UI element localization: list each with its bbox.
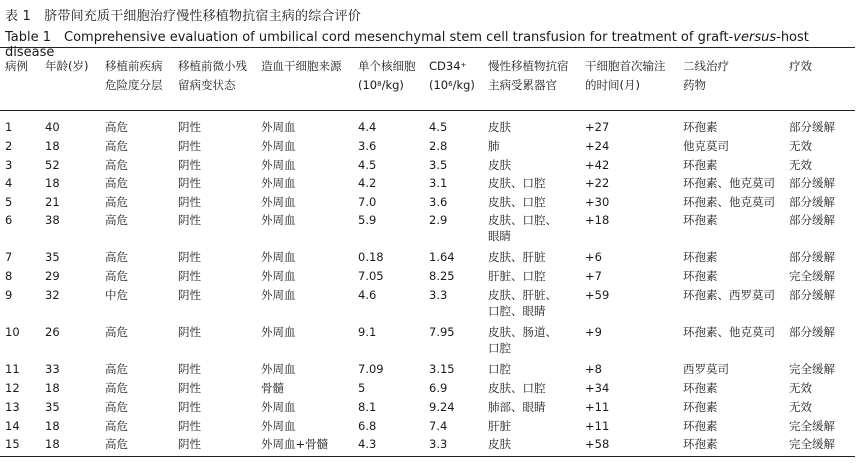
cell-second-line: 环孢素	[683, 120, 718, 134]
cell-mnc: 4.3	[358, 437, 377, 451]
cell-effect: 无效	[789, 400, 812, 414]
cell-cd34: 7.4	[429, 419, 448, 433]
cell-cd34: 8.25	[429, 269, 455, 283]
cell-mrd: 阴性	[178, 158, 201, 172]
cell-organs	[488, 194, 546, 210]
cell-case: 4	[5, 176, 13, 190]
cell-second-line: 西罗莫司	[683, 362, 729, 376]
cell-source: 外周血	[261, 158, 296, 172]
organs-line: 皮肤、口腔	[488, 195, 546, 209]
cell-effect: 无效	[789, 139, 812, 153]
cell-source: 外周血	[261, 325, 296, 339]
cell-effect: 完全缓解	[789, 362, 835, 376]
cell-source: 外周血+骨髓	[261, 437, 329, 451]
cell-mnc: 3.6	[358, 139, 377, 153]
table-bottom-rule	[0, 456, 855, 457]
header-organs-line1: 慢性移植物抗宿	[488, 59, 569, 73]
cell-cd34: 6.9	[429, 381, 448, 395]
cell-case: 2	[5, 139, 13, 153]
cell-source: 外周血	[261, 288, 296, 302]
organs-line: 皮肤	[488, 437, 511, 451]
cell-mnc: 0.18	[358, 250, 384, 264]
cell-source: 骨髓	[261, 381, 284, 395]
header-risk-line2: 危险度分层	[105, 78, 163, 92]
header-time	[585, 57, 666, 95]
cell-mrd: 阴性	[178, 269, 201, 283]
cell-age: 35	[45, 400, 60, 414]
cell-mrd: 阴性	[178, 250, 201, 264]
cell-effect: 无效	[789, 158, 812, 172]
organs-line: 皮肤、肠道、	[488, 325, 557, 339]
header-age: 年龄(岁)	[45, 59, 89, 73]
cell-mnc: 4.2	[358, 176, 377, 190]
cell-age: 32	[45, 288, 60, 302]
header-mnc-exp: 8	[377, 80, 382, 88]
cell-source: 外周血	[261, 250, 296, 264]
cell-second-line: 环孢素、他克莫司	[683, 195, 775, 209]
header-cd34-exp: 6	[448, 80, 453, 88]
cell-time: +30	[585, 195, 610, 209]
cell-organs	[488, 287, 557, 319]
caption-english-part1: Table 1 Comprehensive evaluation of umbilical cord mesenchymal stem cell transfusion for treatment of graft-	[5, 30, 734, 45]
cell-mnc: 4.4	[358, 120, 377, 134]
cell-time: +24	[585, 139, 610, 153]
header-cd34-line1	[429, 57, 475, 76]
header-case: 病例	[5, 59, 28, 73]
cell-second-line: 环孢素、西罗莫司	[683, 288, 775, 302]
cell-mnc: 8.1	[358, 400, 377, 414]
cell-age: 18	[45, 176, 60, 190]
cell-risk: 高危	[105, 381, 128, 395]
cell-cd34: 3.1	[429, 176, 448, 190]
header-mrd-line1: 移植前微小残	[178, 59, 247, 73]
cell-source: 外周血	[261, 195, 296, 209]
cell-cd34: 2.9	[429, 213, 448, 227]
cell-second-line: 环孢素	[683, 250, 718, 264]
cell-case: 5	[5, 195, 13, 209]
cell-time: +8	[585, 362, 602, 376]
cell-time: +11	[585, 419, 610, 433]
cell-cd34: 4.5	[429, 120, 448, 134]
organs-line: 肝脏	[488, 419, 511, 433]
cell-organs	[488, 361, 511, 377]
header-effect: 疗效	[789, 59, 812, 73]
cell-second-line: 环孢素	[683, 400, 718, 414]
cell-second-line: 环孢素、他克莫司	[683, 325, 775, 339]
cell-age: 18	[45, 139, 60, 153]
cell-case: 9	[5, 288, 13, 302]
cell-age: 38	[45, 213, 60, 227]
header-second-line1: 二线治疗	[683, 59, 729, 73]
header-second-line	[683, 57, 729, 95]
cell-time: +18	[585, 213, 610, 227]
cell-mrd: 阴性	[178, 362, 201, 376]
cell-cd34: 2.8	[429, 139, 448, 153]
cell-age: 21	[45, 195, 60, 209]
cell-organs	[488, 324, 557, 356]
cell-source: 外周血	[261, 213, 296, 227]
cell-organs	[488, 436, 511, 452]
header-cd34	[429, 57, 475, 95]
cell-source: 外周血	[261, 139, 296, 153]
cell-second-line: 环孢素	[683, 419, 718, 433]
cell-age: 18	[45, 437, 60, 451]
cell-risk: 高危	[105, 325, 128, 339]
cell-organs	[488, 138, 500, 154]
header-organs-line2: 主病受累器官	[488, 78, 557, 92]
cell-effect: 部分缓解	[789, 250, 835, 264]
cell-organs	[488, 212, 557, 244]
cell-time: +34	[585, 381, 610, 395]
header-mnc-line2	[358, 76, 416, 95]
cell-cd34: 1.64	[429, 250, 455, 264]
cell-time: +11	[585, 400, 610, 414]
organs-line: 皮肤、肝脏	[488, 250, 546, 264]
cell-mrd: 阴性	[178, 381, 201, 395]
cell-case: 3	[5, 158, 13, 172]
header-time-line2: 的时间(月)	[585, 78, 640, 92]
cell-effect: 部分缓解	[789, 325, 835, 339]
table-top-rule	[0, 47, 855, 48]
header-cd34-line2	[429, 76, 475, 95]
header-source: 造血干细胞来源	[261, 59, 342, 73]
cell-second-line: 环孢素、他克莫司	[683, 176, 775, 190]
cell-mnc: 5	[358, 381, 366, 395]
cell-risk: 高危	[105, 362, 128, 376]
cell-risk: 中危	[105, 288, 128, 302]
cell-organs	[488, 157, 511, 173]
cell-mnc: 6.8	[358, 419, 377, 433]
cell-risk: 高危	[105, 158, 128, 172]
table-header-rule	[0, 110, 855, 111]
cell-age: 35	[45, 250, 60, 264]
organs-line: 眼睛	[488, 229, 511, 243]
cell-case: 15	[5, 437, 20, 451]
cell-organs	[488, 119, 511, 135]
cell-cd34: 7.95	[429, 325, 455, 339]
cell-time: +6	[585, 250, 602, 264]
header-risk	[105, 57, 163, 95]
cell-age: 33	[45, 362, 60, 376]
cell-age: 40	[45, 120, 60, 134]
cell-risk: 高危	[105, 419, 128, 433]
organs-line: 皮肤、口腔、	[488, 213, 557, 227]
cell-organs	[488, 268, 546, 284]
header-mnc-unit-a: (10	[358, 78, 378, 92]
cell-effect: 部分缓解	[789, 213, 835, 227]
header-organs	[488, 57, 569, 95]
organs-line: 皮肤	[488, 120, 511, 134]
cell-organs	[488, 399, 546, 415]
cell-effect: 部分缓解	[789, 176, 835, 190]
organs-line: 皮肤、口腔	[488, 381, 546, 395]
cell-effect: 部分缓解	[789, 288, 835, 302]
cell-time: +7	[585, 269, 602, 283]
header-cd34-unit-a: (10	[429, 78, 449, 92]
cell-case: 7	[5, 250, 13, 264]
cell-case: 13	[5, 400, 20, 414]
cell-age: 26	[45, 325, 60, 339]
cell-mnc: 9.1	[358, 325, 377, 339]
organs-line: 肺部、眼睛	[488, 400, 546, 414]
cell-second-line: 他克莫司	[683, 139, 729, 153]
cell-case: 11	[5, 362, 20, 376]
cell-time: +9	[585, 325, 602, 339]
header-cd34-unit-b: /kg)	[452, 78, 475, 92]
cell-risk: 高危	[105, 250, 128, 264]
caption-english-part2: -host disease	[5, 30, 809, 60]
organs-line: 口腔	[488, 362, 511, 376]
cell-time: +59	[585, 288, 610, 302]
cell-source: 外周血	[261, 400, 296, 414]
cell-effect: 完全缓解	[789, 419, 835, 433]
cell-cd34: 3.3	[429, 437, 448, 451]
cell-mrd: 阴性	[178, 288, 201, 302]
cell-time: +22	[585, 176, 610, 190]
cell-mrd: 阴性	[178, 120, 201, 134]
cell-risk: 高危	[105, 176, 128, 190]
cell-effect: 完全缓解	[789, 437, 835, 451]
cell-risk: 高危	[105, 120, 128, 134]
cell-cd34: 3.5	[429, 158, 448, 172]
cell-case: 14	[5, 419, 20, 433]
cell-effect: 无效	[789, 381, 812, 395]
cell-organs	[488, 380, 546, 396]
header-mrd	[178, 57, 247, 95]
header-mnc-unit-b: /kg)	[381, 78, 404, 92]
cell-risk: 高危	[105, 437, 128, 451]
caption-english-italic: versus	[733, 30, 777, 45]
header-mnc-line1: 单个核细胞	[358, 59, 416, 73]
cell-mnc: 4.6	[358, 288, 377, 302]
cell-mrd: 阴性	[178, 419, 201, 433]
cell-age: 52	[45, 158, 60, 172]
cell-case: 6	[5, 213, 13, 227]
cell-age: 18	[45, 419, 60, 433]
header-mnc	[358, 57, 416, 95]
cell-source: 外周血	[261, 176, 296, 190]
cell-mrd: 阴性	[178, 213, 201, 227]
cell-mrd: 阴性	[178, 176, 201, 190]
cell-time: +27	[585, 120, 610, 134]
cell-second-line: 环孢素	[683, 381, 718, 395]
cell-risk: 高危	[105, 269, 128, 283]
header-mrd-line2: 留病变状态	[178, 78, 236, 92]
cell-organs	[488, 418, 511, 434]
cell-time: +58	[585, 437, 610, 451]
organs-line: 口腔	[488, 341, 511, 355]
cell-time: +42	[585, 158, 610, 172]
cell-case: 8	[5, 269, 13, 283]
cell-mnc: 7.09	[358, 362, 384, 376]
cell-second-line: 环孢素	[683, 269, 718, 283]
cell-second-line: 环孢素	[683, 213, 718, 227]
cell-case: 1	[5, 120, 13, 134]
cell-risk: 高危	[105, 400, 128, 414]
caption-english	[5, 26, 859, 60]
cell-risk: 高危	[105, 195, 128, 209]
organs-line: 口腔、眼睛	[488, 304, 546, 318]
cell-case: 10	[5, 325, 20, 339]
cell-organs	[488, 175, 546, 191]
cell-second-line: 环孢素	[683, 158, 718, 172]
cell-mnc: 7.05	[358, 269, 384, 283]
cell-effect: 部分缓解	[789, 120, 835, 134]
caption-chinese: 表 1 脐带间充质干细胞治疗慢性移植物抗宿主病的综合评价	[5, 9, 362, 24]
cell-source: 外周血	[261, 269, 296, 283]
cell-second-line: 环孢素	[683, 437, 718, 451]
cell-mnc: 7.0	[358, 195, 377, 209]
cell-case: 12	[5, 381, 20, 395]
cell-cd34: 3.3	[429, 288, 448, 302]
cell-cd34: 3.15	[429, 362, 455, 376]
header-time-line1: 干细胞首次输注	[585, 59, 666, 73]
cell-effect: 部分缓解	[789, 195, 835, 209]
cell-organs	[488, 249, 546, 265]
cell-cd34: 3.6	[429, 195, 448, 209]
organs-line: 皮肤、口腔	[488, 176, 546, 190]
cell-risk: 高危	[105, 139, 128, 153]
cell-mrd: 阴性	[178, 437, 201, 451]
cell-cd34: 9.24	[429, 400, 455, 414]
cell-source: 外周血	[261, 419, 296, 433]
organs-line: 皮肤	[488, 158, 511, 172]
cell-mnc: 5.9	[358, 213, 377, 227]
cell-mrd: 阴性	[178, 400, 201, 414]
cell-source: 外周血	[261, 362, 296, 376]
header-second-line2: 药物	[683, 78, 706, 92]
cell-mrd: 阴性	[178, 325, 201, 339]
header-risk-line1: 移植前疾病	[105, 59, 163, 73]
cell-mrd: 阴性	[178, 139, 201, 153]
header-cd34-label: CD34	[429, 59, 461, 73]
cell-risk: 高危	[105, 213, 128, 227]
header-cd34-sup: +	[460, 61, 467, 69]
organs-line: 肝脏、口腔	[488, 269, 546, 283]
cell-source: 外周血	[261, 120, 296, 134]
cell-age: 18	[45, 381, 60, 395]
cell-effect: 完全缓解	[789, 269, 835, 283]
cell-mnc: 4.5	[358, 158, 377, 172]
organs-line: 皮肤、肝脏、	[488, 288, 557, 302]
cell-age: 29	[45, 269, 60, 283]
organs-line: 肺	[488, 139, 500, 153]
cell-mrd: 阴性	[178, 195, 201, 209]
